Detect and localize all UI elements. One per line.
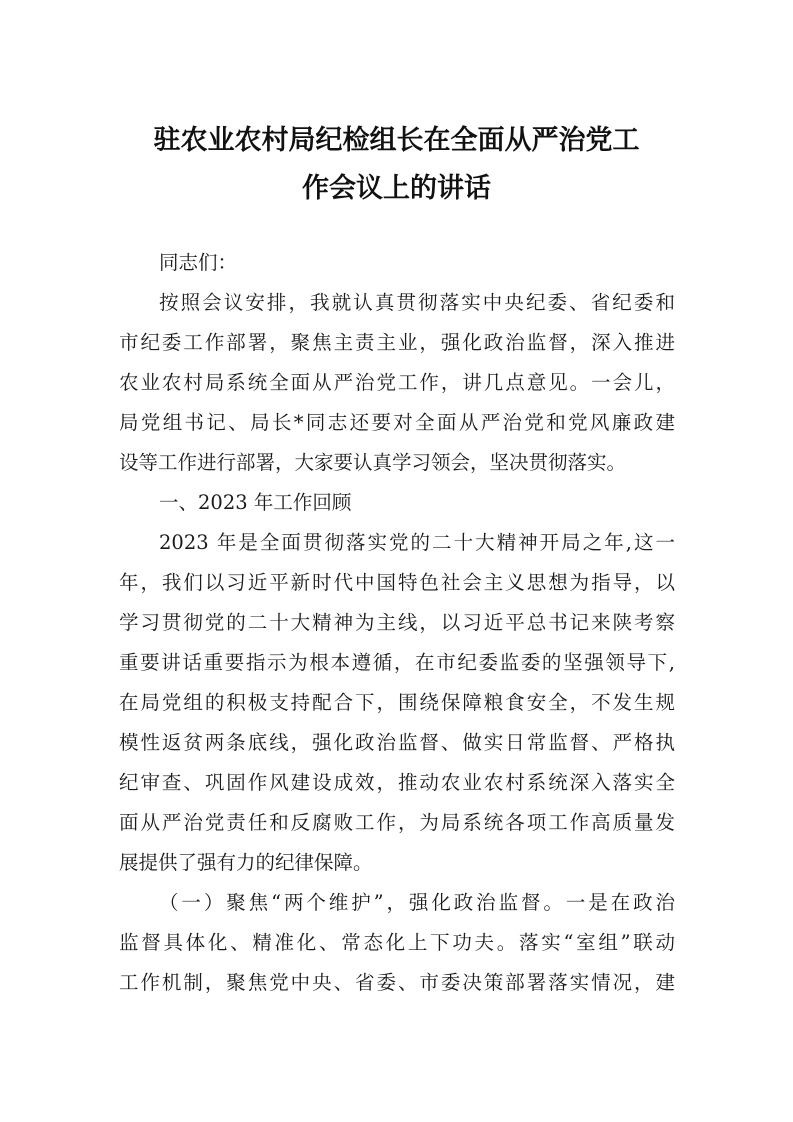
paragraph-1-line-3: 农业农村局系统全面从严治党工作，讲几点意见。一会儿， bbox=[119, 371, 675, 394]
title-line-1: 驻农业农村局纪检组长在全面从严治党工 bbox=[153, 125, 640, 156]
section-heading-1: 一、2023 年工作回顾 bbox=[159, 491, 352, 514]
paragraph-3-line-3: 工作机制，聚焦党中央、省委、市委决策部署落实情况，建 bbox=[119, 971, 675, 994]
paragraph-2-line-9: 展提供了强有力的纪律保障。 bbox=[119, 851, 373, 874]
paragraph-2-line-1: 2023 年是全面贯彻落实党的二十大精神开局之年,这一 bbox=[159, 531, 675, 554]
paragraph-2-line-4: 重要讲话重要指示为根本遵循，在市纪委监委的坚强领导下, bbox=[119, 651, 675, 674]
paragraph-3-line-1: （一）聚焦“两个维护”，强化政治监督。一是在政治 bbox=[159, 891, 675, 914]
salutation: 同志们： bbox=[159, 251, 238, 274]
paragraph-2-line-6: 模性返贫两条底线，强化政治监督、做实日常监督、严格执 bbox=[119, 731, 675, 754]
paragraph-2-line-2: 年，我们以习近平新时代中国特色社会主义思想为指导，以 bbox=[119, 571, 675, 594]
document-body bbox=[119, 243, 675, 1003]
paragraph-2-line-5: 在局党组的积极支持配合下，围绕保障粮食安全，不发生规 bbox=[119, 691, 675, 714]
paragraph-1-line-4: 局党组书记、局长*同志还要对全面从严治党和党风廉政建 bbox=[119, 411, 675, 434]
paragraph-1-line-5: 设等工作进行部署，大家要认真学习领会，坚决贯彻落实。 bbox=[119, 451, 627, 474]
paragraph-1-line-1: 按照会议安排，我就认真贯彻落实中央纪委、省纪委和 bbox=[159, 291, 675, 314]
title-line-2: 作会议上的讲话 bbox=[302, 173, 491, 204]
paragraph-1-line-2: 市纪委工作部署，聚焦主责主业，强化政治监督，深入推进 bbox=[119, 331, 675, 354]
paragraph-2-line-3: 学习贯彻党的二十大精神为主线，以习近平总书记来陕考察 bbox=[119, 611, 675, 634]
paragraph-2-line-8: 面从严治党责任和反腐败工作，为局系统各项工作高质量发 bbox=[119, 811, 675, 834]
paragraph-2-line-7: 纪审查、巩固作风建设成效，推动农业农村系统深入落实全 bbox=[119, 771, 675, 794]
document-title bbox=[110, 117, 683, 213]
paragraph-3-line-2: 监督具体化、精准化、常态化上下功夫。落实“室组”联动 bbox=[119, 931, 675, 954]
